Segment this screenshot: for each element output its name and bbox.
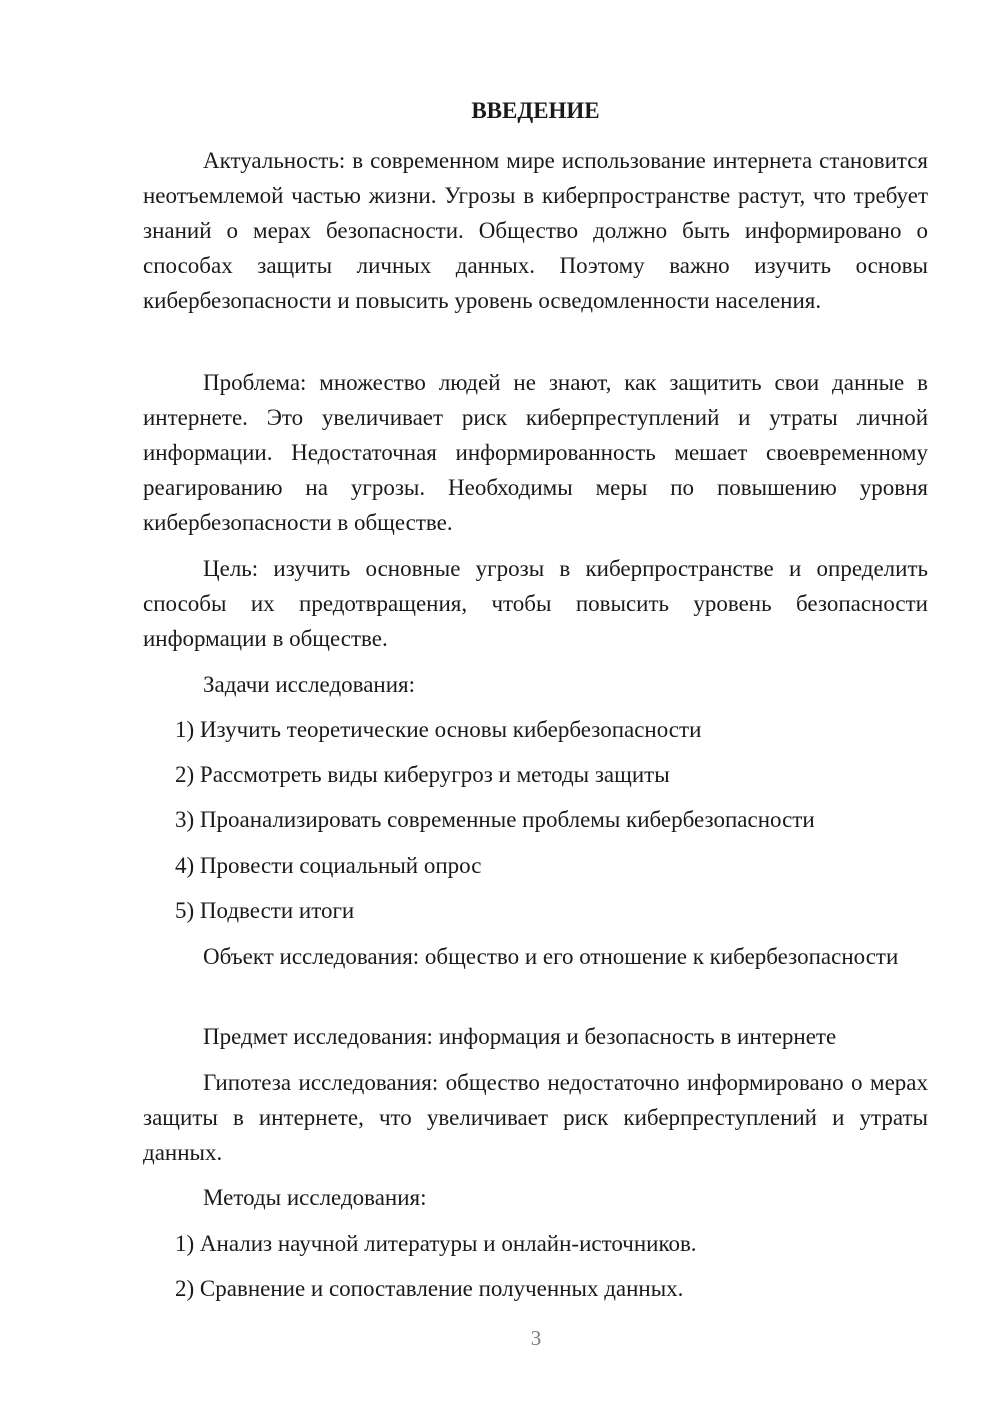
goal-paragraph: Цель: изучить основные угрозы в киберпространстве и определить способы их предотвращения, чтобы повысить уровень безопасности информации в обществе. [143, 556, 928, 651]
tasks-heading: Задачи исследования: [203, 672, 416, 697]
methods-heading: Методы исследования: [203, 1185, 427, 1210]
problem-paragraph: Проблема: множество людей не знают, как защитить свои данные в интернете. Это увеличивает риск киберпреступлений и утраты личной информации. Недостаточная информированность мешает своевременному реагированию на угрозы. Необходимы меры по повышению уровня кибербезопасности в обществе. [143, 370, 928, 535]
section-title: ВВЕДЕНИЕ [471, 98, 600, 123]
page-number: 3 [530, 1326, 542, 1350]
method-item-2: 2) Сравнение и сопоставление полученных данных. [175, 1276, 684, 1301]
subject-line: Предмет исследования: информация и безопасность в интернете [203, 1024, 837, 1049]
task-item-2: 2) Рассмотреть виды киберугроз и методы защиты [175, 762, 670, 787]
hypothesis-paragraph: Гипотеза исследования: общество недостаточно информировано о мерах защиты в интернете, что увеличивает риск киберпреступлений и утраты данных. [143, 1070, 928, 1165]
task-item-1: 1) Изучить теоретические основы кибербезопасности [175, 717, 702, 742]
relevance-paragraph: Актуальность: в современном мире использование интернета становится неотъемлемой частью жизни. Угрозы в киберпространстве растут, что требует знаний о мерах безопасности. Общество должно быть информировано о способах защиты личных данных. Поэтому важно изучить основы кибербезопасности и повысить уровень осведомленности населения. [143, 148, 928, 313]
method-item-1: 1) Анализ научной литературы и онлайн-источников. [175, 1231, 697, 1256]
task-item-5: 5) Подвести итоги [175, 898, 355, 923]
task-item-4: 4) Провести социальный опрос [175, 853, 482, 878]
object-paragraph: Объект исследования: общество и его отношение к кибербезопасности [203, 944, 899, 969]
task-item-3: 3) Проанализировать современные проблемы кибербезопасности [175, 807, 815, 832]
